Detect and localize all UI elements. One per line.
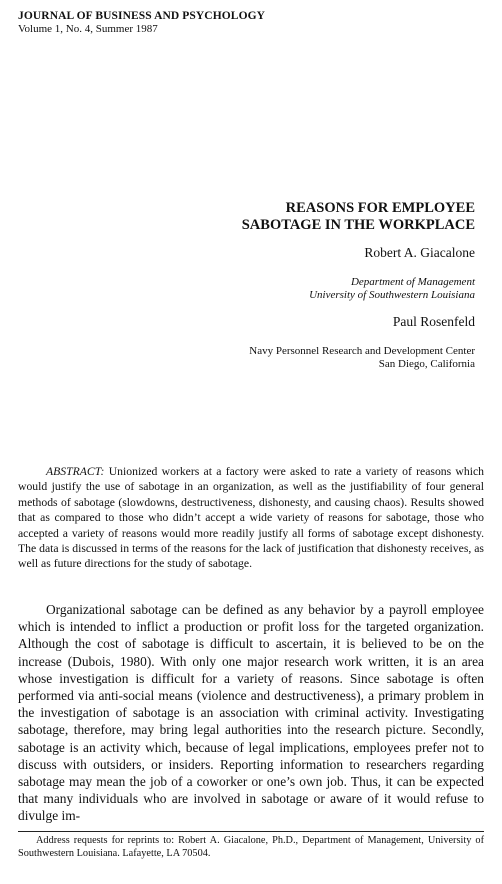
affiliation-1-department: Department of Management — [350, 276, 475, 288]
journal-issue: Volume 1, No. 4, Summer 1987 — [18, 23, 158, 35]
footnote — [18, 835, 484, 860]
author-affiliation-1 — [309, 276, 475, 302]
affiliation-2-organization: Navy Personnel Research and Development Center — [249, 345, 475, 357]
abstract-label: ABSTRACT: — [46, 465, 105, 478]
abstract-text: Unionized workers at a factory were asked to rate a variety of reasons which would justify the use of sabotage in an organization, as well as the justifiability of four general methods of sabotage (slowdowns, destructiveness, dishonesty, and causing chaos). Results showed that as compared to those who didn’t accept a wide variety of reasons for sabotage, those who accepted a variety of reasons would more readily justify all forms of sabotage except dishonesty. The data is discussed in terms of the reasons for the lack of justification that dishonesty receives, as well as future directions for the study of sabotage. — [18, 465, 484, 571]
body-paragraph-text: Organizational sabotage can be defined as any behavior by a payroll employee which is intended to inflict a production or profit loss for the targeted organization. Although the cost of sabotage is difficult to ascertain, it is believed to be on the increase (Dubois, 1980). With only one major research work written, it is an area whose investigation is difficult for a variety of reasons. Since sabotage is often performed via anti-social means (violence and destructiveness), a primary problem in the investigation of sabotage is an association with criminal activity. Investigating sabotage, therefore, may bring legal authorities into the research picture. Secondly, sabotage is an activity which, because of legal implications, employees prefer not to discuss with outsiders, or insiders. Reporting information to researchers regarding sabotage may mean the job of a coworker or one’s own job. Thus, it can be expected that many individuals who are involved in sabotage or aware of it would refuse to divulge im- — [18, 602, 484, 824]
abstract — [18, 464, 484, 572]
article-title — [242, 200, 475, 234]
author-name-1: Robert A. Giacalone — [364, 245, 475, 260]
body-paragraph — [18, 601, 484, 825]
article-title-line-2: SABOTAGE IN THE WORKPLACE — [241, 217, 475, 233]
affiliation-2-location: San Diego, California — [378, 358, 475, 370]
author-name-2: Paul Rosenfeld — [392, 314, 475, 329]
footnote-divider — [18, 831, 484, 832]
author-affiliation-2 — [249, 345, 475, 371]
journal-name: JOURNAL OF BUSINESS AND PSYCHOLOGY — [18, 10, 266, 22]
affiliation-1-university: University of Southwestern Louisiana — [309, 289, 475, 301]
article-title-line-1: REASONS FOR EMPLOYEE — [285, 200, 475, 216]
footnote-text: Address requests for reprints to: Robert A. Giacalone, Ph.D., Department of Management, University of Southwestern Louisiana. Lafayette, LA 70504. — [18, 835, 484, 859]
journal-header — [18, 10, 265, 36]
